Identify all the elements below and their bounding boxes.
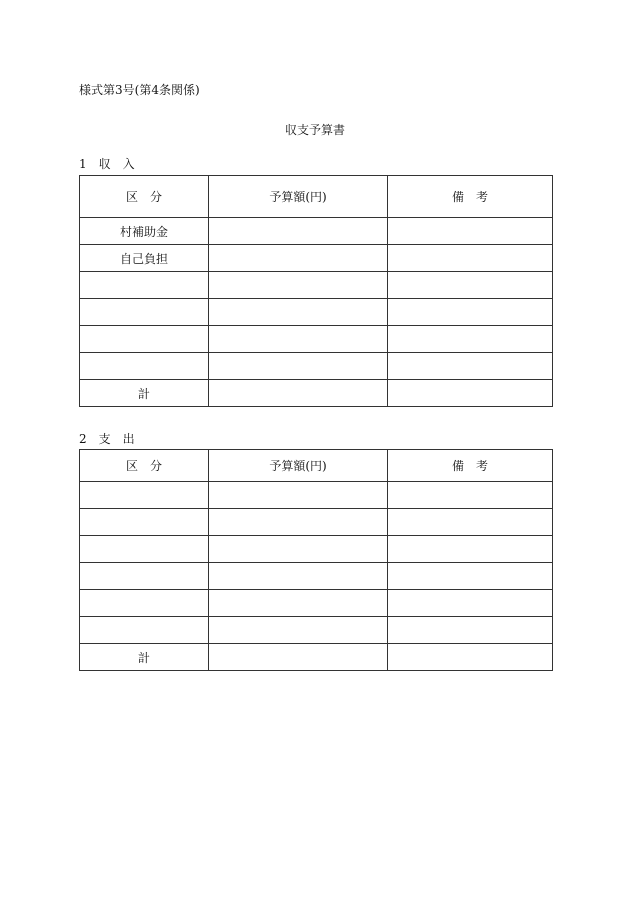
- category-cell: [80, 326, 209, 353]
- column-header-category: 区 分: [80, 450, 209, 482]
- category-cell: [80, 590, 209, 617]
- category-cell: [80, 353, 209, 380]
- total-amount-cell: [209, 644, 388, 671]
- remarks-cell: [388, 617, 553, 644]
- remarks-cell: [388, 218, 553, 245]
- remarks-cell: [388, 509, 553, 536]
- expense-total-row: [80, 644, 553, 671]
- amount-cell: [209, 353, 388, 380]
- expense-header-row: [80, 450, 553, 482]
- remarks-cell: [388, 536, 553, 563]
- total-remarks-cell: [388, 644, 553, 671]
- table-row: [80, 326, 553, 353]
- table-row: [80, 245, 553, 272]
- amount-cell: [209, 482, 388, 509]
- amount-cell: [209, 536, 388, 563]
- total-label: 計: [80, 644, 209, 671]
- column-header-remarks: 備 考: [388, 176, 553, 218]
- total-amount-cell: [209, 380, 388, 407]
- category-cell: [80, 536, 209, 563]
- table-row: [80, 509, 553, 536]
- amount-cell: [209, 617, 388, 644]
- table-row: [80, 218, 553, 245]
- income-heading: 1 収 入: [79, 157, 135, 171]
- remarks-cell: [388, 590, 553, 617]
- remarks-cell: [388, 353, 553, 380]
- remarks-cell: [388, 299, 553, 326]
- income-table: [79, 175, 553, 407]
- table-row: [80, 353, 553, 380]
- remarks-cell: [388, 272, 553, 299]
- category-cell: 自己負担: [80, 245, 209, 272]
- expense-table: [79, 449, 553, 671]
- amount-cell: [209, 563, 388, 590]
- expense-heading: 2 支 出: [79, 432, 135, 446]
- category-cell: [80, 509, 209, 536]
- page-title: 収支予算書: [284, 123, 345, 137]
- amount-cell: [209, 326, 388, 353]
- category-cell: [80, 482, 209, 509]
- column-header-budget-amount: 予算額(円): [209, 450, 388, 482]
- category-cell: [80, 617, 209, 644]
- total-label: 計: [80, 380, 209, 407]
- amount-cell: [209, 590, 388, 617]
- table-row: [80, 482, 553, 509]
- category-cell: [80, 299, 209, 326]
- column-header-remarks: 備 考: [388, 450, 553, 482]
- amount-cell: [209, 299, 388, 326]
- amount-cell: [209, 218, 388, 245]
- table-row: [80, 590, 553, 617]
- amount-cell: [209, 245, 388, 272]
- category-cell: [80, 272, 209, 299]
- income-header-row: [80, 176, 553, 218]
- remarks-cell: [388, 326, 553, 353]
- table-row: [80, 299, 553, 326]
- table-row: [80, 272, 553, 299]
- form-number: 様式第3号(第4条関係): [79, 83, 200, 97]
- table-row: [80, 536, 553, 563]
- column-header-category: 区 分: [80, 176, 209, 218]
- remarks-cell: [388, 245, 553, 272]
- remarks-cell: [388, 563, 553, 590]
- category-cell: [80, 563, 209, 590]
- table-row: [80, 617, 553, 644]
- category-cell: 村補助金: [80, 218, 209, 245]
- total-remarks-cell: [388, 380, 553, 407]
- income-total-row: [80, 380, 553, 407]
- remarks-cell: [388, 482, 553, 509]
- amount-cell: [209, 509, 388, 536]
- column-header-budget-amount: 予算額(円): [209, 176, 388, 218]
- amount-cell: [209, 272, 388, 299]
- table-row: [80, 563, 553, 590]
